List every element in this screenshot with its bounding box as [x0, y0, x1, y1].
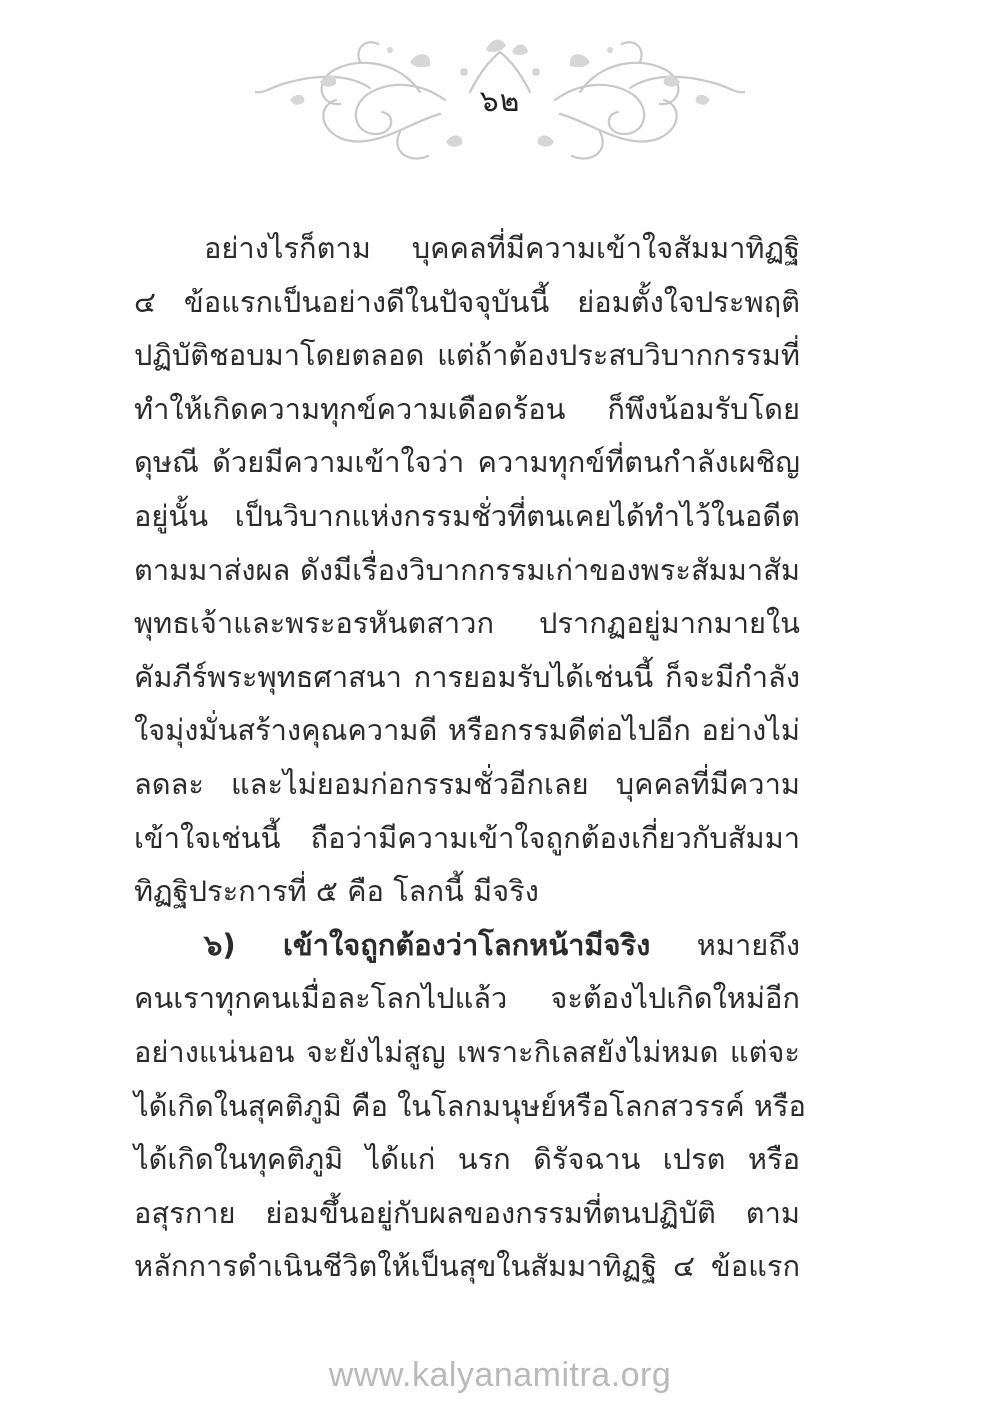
text-line: ๔ ข้อแรกเป็นอย่างดีในปัจจุบันนี้ ย่อมตั้งใจประพฤติ: [134, 284, 800, 319]
text-line: ดุษณี ด้วยมีความเข้าใจว่า ความทุกข์ที่ตนกำลังเผชิญ: [134, 445, 800, 480]
footer-url: www.kalyanamitra.org: [328, 1356, 672, 1394]
text-line: อย่างไรก็ตาม บุคคลที่มีความเข้าใจสัมมาทิฏฐิ: [204, 231, 800, 265]
text-line: หลักการดำเนินชีวิตให้เป็นสุขในสัมมาทิฏฐิ ๔ ข้อแรก: [134, 1249, 800, 1284]
section-heading-line: [134, 919, 800, 973]
section-heading-continuation: หมายถึง: [650, 927, 800, 962]
text-line: อสุรกาย ย่อมขึ้นอยู่กับผลของกรรมที่ตนปฏิบัติ ตาม: [134, 1195, 800, 1230]
text-line: เข้าใจเช่นนี้ ถือว่ามีความเข้าใจถูกต้องเกี่ยวกับสัมมา: [134, 820, 800, 855]
section-heading: ๖) เข้าใจถูกต้องว่าโลกหน้ามีจริง: [204, 927, 651, 962]
text-line: อยู่นั้น เป็นวิบากแห่งกรรมชั่วที่ตนเคยได้ทำไว้ในอดีต: [134, 498, 800, 533]
text-line: ใจมุ่งมั่นสร้างคุณความดี หรือกรรมดีต่อไปอีก อย่างไม่: [134, 713, 800, 748]
text-line: ปฏิบัติชอบมาโดยตลอด แต่ถ้าต้องประสบวิบากกรรมที่: [134, 338, 800, 373]
text-line: ทิฏฐิประการที่ ๕ คือ โลกนี้ มีจริง: [134, 874, 539, 909]
text-line: ลดละ และไม่ยอมก่อกรรมชั่วอีกเลย บุคคลที่มีความ: [134, 766, 800, 801]
text-line: ได้เกิดในทุคติภูมิ ได้แก่ นรก ดิรัจฉาน เปรต หรือ: [134, 1142, 800, 1177]
text-line: พุทธเจ้าและพระอรหันตสาวก ปรากฏอยู่มากมายใน: [134, 606, 800, 641]
page-number: ๖๒: [479, 84, 521, 119]
text-line: ตามมาส่งผล ดังมีเรื่องวิบากกรรมเก่าของพระสัมมาสัม: [134, 552, 800, 587]
text-line: ทำให้เกิดความทุกข์ความเดือดร้อน ก็พึงน้อมรับโดย: [134, 391, 800, 426]
text-line: คัมภีร์พระพุทธศาสนา การยอมรับได้เช่นนี้ ก็จะมีกำลัง: [134, 659, 800, 694]
body-text: [134, 222, 806, 1294]
text-line: คนเราทุกคนเมื่อละโลกไปแล้ว จะต้องไปเกิดใหม่อีก: [134, 981, 800, 1016]
text-line: อย่างแน่นอน จะยังไม่สูญ เพราะกิเลสยังไม่หมด แต่จะ: [134, 1034, 800, 1069]
text-line: ได้เกิดในสุคติภูมิ คือ ในโลกมนุษย์หรือโลกสวรรค์ หรือ: [134, 1088, 806, 1123]
